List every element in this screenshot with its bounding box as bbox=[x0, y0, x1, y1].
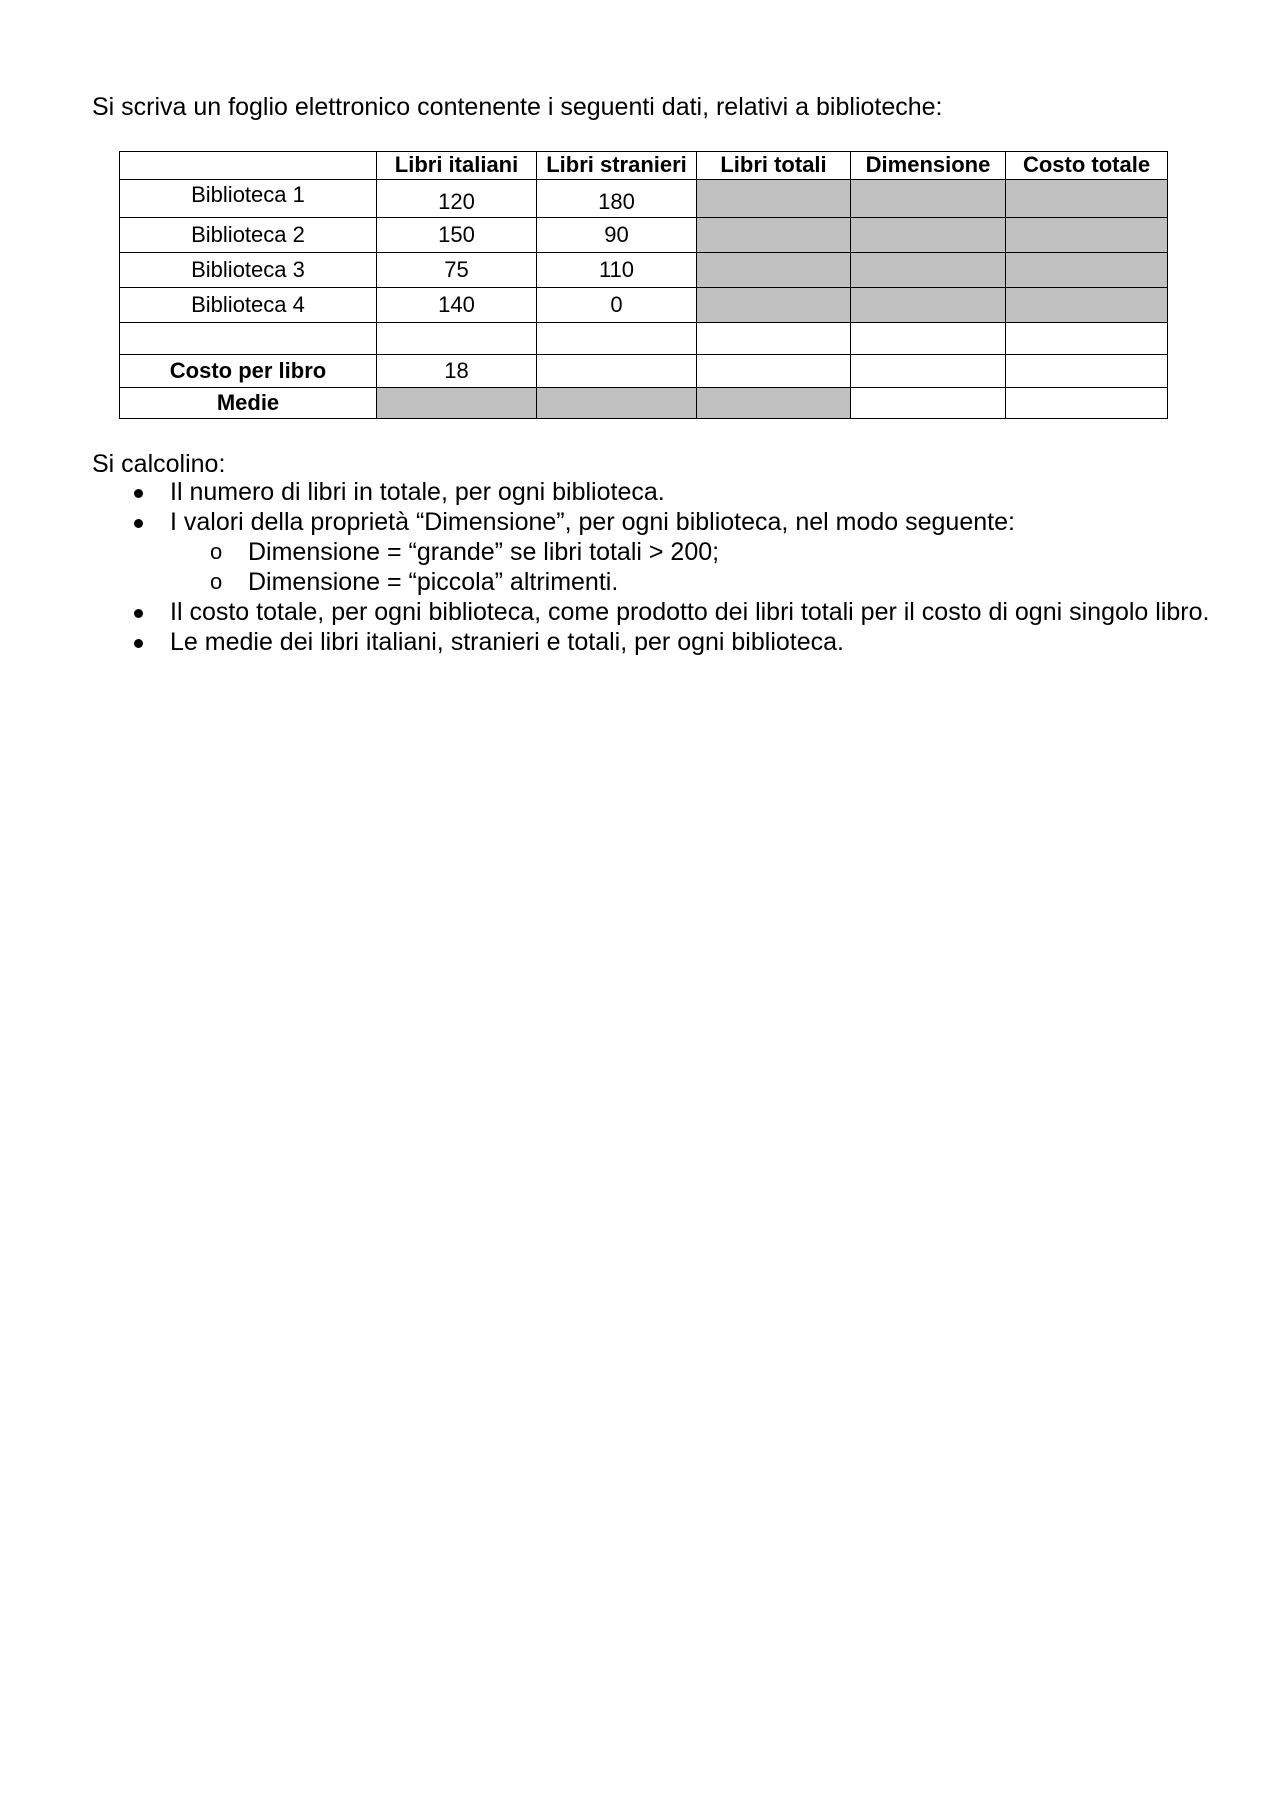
cell-libri-stranieri: 0 bbox=[537, 288, 697, 323]
costo-per-libro-value: 18 bbox=[377, 355, 537, 388]
empty-cell bbox=[851, 388, 1006, 419]
cell-media-italiani bbox=[377, 388, 537, 419]
empty-cell bbox=[1006, 323, 1168, 355]
sub-list-item bbox=[130, 567, 1210, 597]
list-item-text: Il numero di libri in totale, per ogni biblioteca. bbox=[170, 478, 665, 506]
row-label: Biblioteca 2 bbox=[120, 218, 377, 253]
table-row bbox=[120, 180, 1168, 218]
table-row bbox=[120, 288, 1168, 323]
empty-cell bbox=[851, 323, 1006, 355]
list-item bbox=[130, 507, 1210, 537]
header-libri-stranieri: Libri stranieri bbox=[537, 152, 697, 180]
cell-libri-italiani: 75 bbox=[377, 253, 537, 288]
cell-libri-totali bbox=[697, 253, 851, 288]
header-libri-totali: Libri totali bbox=[697, 152, 851, 180]
row-label: Biblioteca 4 bbox=[120, 288, 377, 323]
sub-list-item bbox=[130, 537, 1210, 567]
list-item-text: Le medie dei libri italiani, stranieri e totali, per ogni biblioteca. bbox=[170, 628, 844, 656]
list-item-text: I valori della proprietà “Dimensione”, per ogni biblioteca, nel modo seguente: bbox=[170, 508, 1015, 536]
cell-costo-totale bbox=[1006, 218, 1168, 253]
cell-libri-italiani: 140 bbox=[377, 288, 537, 323]
empty-cell bbox=[120, 323, 377, 355]
table-row bbox=[120, 218, 1168, 253]
empty-cell bbox=[377, 323, 537, 355]
cell-dimensione bbox=[851, 288, 1006, 323]
medie-label: Medie bbox=[120, 388, 377, 419]
cell-dimensione bbox=[851, 218, 1006, 253]
table-row bbox=[120, 253, 1168, 288]
empty-cell bbox=[1006, 355, 1168, 388]
spreadsheet-table bbox=[119, 151, 1168, 419]
cell-costo-totale bbox=[1006, 180, 1168, 218]
bullet-dot-icon bbox=[134, 519, 143, 528]
circle-marker-icon: o bbox=[210, 569, 223, 594]
header-dimensione: Dimensione bbox=[851, 152, 1006, 180]
cell-libri-stranieri: 110 bbox=[537, 253, 697, 288]
cell-libri-totali bbox=[697, 218, 851, 253]
cell-media-stranieri bbox=[537, 388, 697, 419]
cell-costo-totale bbox=[1006, 253, 1168, 288]
header-cell-empty bbox=[120, 152, 377, 180]
costo-per-libro-label: Costo per libro bbox=[120, 355, 377, 388]
empty-cell bbox=[851, 355, 1006, 388]
header-row bbox=[120, 152, 1168, 180]
cell-media-totali bbox=[697, 388, 851, 419]
cell-dimensione bbox=[851, 253, 1006, 288]
empty-cell bbox=[537, 323, 697, 355]
list-item bbox=[130, 627, 1210, 657]
empty-cell bbox=[537, 355, 697, 388]
row-label: Biblioteca 3 bbox=[120, 253, 377, 288]
empty-cell bbox=[697, 323, 851, 355]
cell-libri-stranieri: 180 bbox=[537, 180, 697, 218]
bullet-list bbox=[130, 477, 1210, 657]
cell-dimensione bbox=[851, 180, 1006, 218]
header-libri-italiani: Libri italiani bbox=[377, 152, 537, 180]
list-item bbox=[130, 597, 1210, 627]
cell-libri-totali bbox=[697, 180, 851, 218]
bullet-dot-icon bbox=[134, 639, 143, 648]
list-item bbox=[130, 477, 1210, 507]
cell-libri-stranieri: 90 bbox=[537, 218, 697, 253]
cell-costo-totale bbox=[1006, 288, 1168, 323]
cell-libri-italiani: 120 bbox=[377, 180, 537, 218]
circle-marker-icon: o bbox=[210, 539, 223, 564]
intro-text: Si scriva un foglio elettronico contenente i seguenti dati, relativi a biblioteche: bbox=[92, 93, 943, 121]
medie-row bbox=[120, 388, 1168, 419]
empty-cell bbox=[697, 355, 851, 388]
empty-cell bbox=[1006, 388, 1168, 419]
cell-libri-totali bbox=[697, 288, 851, 323]
costo-per-libro-row bbox=[120, 355, 1168, 388]
header-costo-totale: Costo totale bbox=[1006, 152, 1168, 180]
sub-list-item-text: Dimensione = “piccola” altrimenti. bbox=[248, 568, 619, 596]
list-item-text: Il costo totale, per ogni biblioteca, come prodotto dei libri totali per il costo di ogni singolo libro. bbox=[170, 598, 1210, 626]
row-label: Biblioteca 1 bbox=[120, 180, 377, 218]
sub-list-item-text: Dimensione = “grande” se libri totali > 200; bbox=[248, 538, 720, 566]
bullet-dot-icon bbox=[134, 489, 143, 498]
cell-libri-italiani: 150 bbox=[377, 218, 537, 253]
empty-row bbox=[120, 323, 1168, 355]
bullet-dot-icon bbox=[134, 609, 143, 618]
section-title: Si calcolino: bbox=[92, 450, 226, 478]
